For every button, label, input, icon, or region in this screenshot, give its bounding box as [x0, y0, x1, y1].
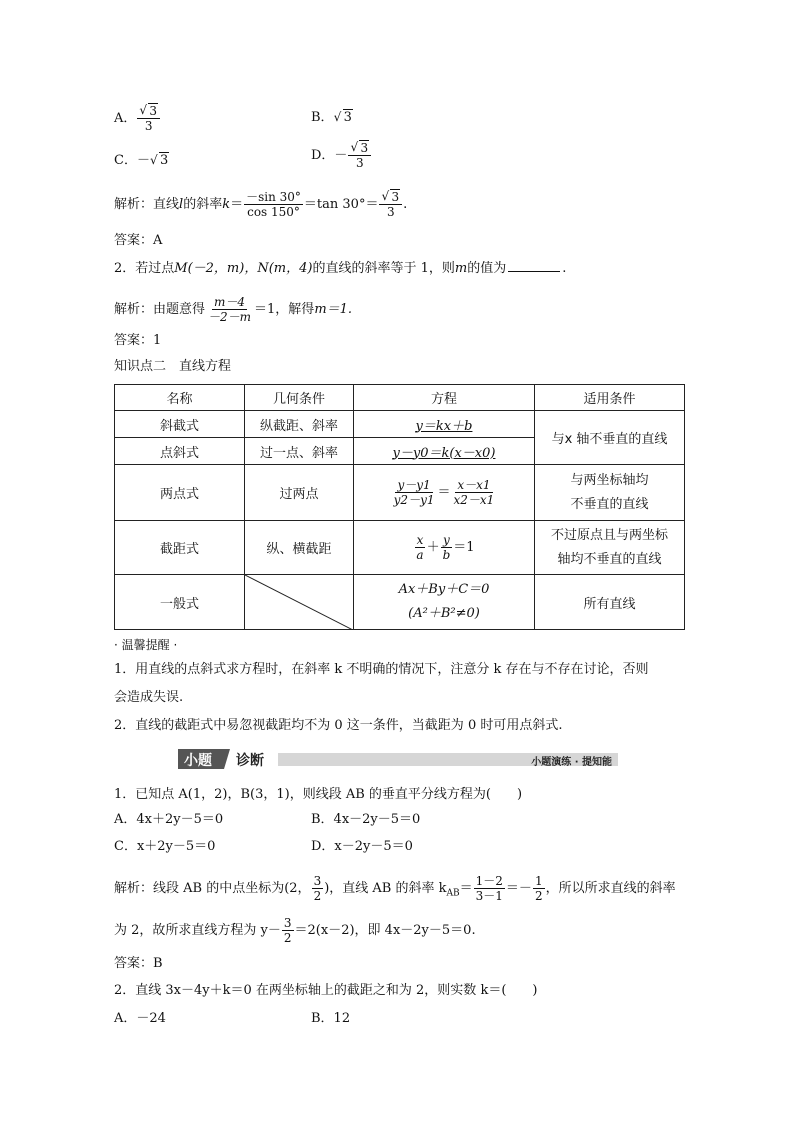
option-c: C．－√ 3 [114, 152, 169, 170]
p1-option-b: B．4x－2y－5＝0 [311, 812, 421, 827]
tip-1: 1．用直线的点斜式求方程时，在斜率 k 不明确的情况下，注意分 k 存在与不存在讨论，否则 [114, 662, 649, 677]
option-b: B．√ 3 [311, 109, 353, 127]
tip-2: 2．直线的截距式中易忽视截距均不为 0 这一条件，当截距为 0 时可用点斜式. [114, 718, 563, 733]
problem-2: 2．直线 3x－4y＋k＝0 在两坐标轴上的截距之和为 2，则实数 k＝( ) [114, 983, 538, 998]
empty-diagonal-cell [245, 575, 354, 630]
banner-mid: 诊断 [236, 753, 264, 769]
option-d: D．－ √ $\frac{3}{3}$ [311, 141, 372, 170]
header-condition: 几何条件 [245, 385, 354, 411]
problem-1: 1．已知点 A(1，2)，B(3，1)，则线段 AB 的垂直平分线方程为( ) [114, 787, 523, 802]
diagonal-line [245, 575, 353, 630]
answer-blank [508, 259, 560, 272]
table-row: 一般式 Ax＋By＋C＝0 (A²＋B²≠0) 所有直线 [115, 575, 685, 630]
table-row: 斜截式 纵截距、斜率 y＝kx＋b 与x 轴不垂直的直线 [115, 411, 685, 438]
banner-right: 小题演练 · 提知能 [531, 757, 612, 768]
p1-analysis-line2: 为 2，故所求直线方程为 y－ $\frac{3}{2}$ ＝2(x－2)，即 4x－2y－5＝0. [114, 916, 476, 945]
table-row: 两点式 过两点 $\frac{y-y1}{y2-y1}$ ＝ $\frac{x-x1}{x2-x1}$ 与两坐标轴均 不垂直的直线 [115, 465, 685, 521]
analysis-prev: 解析：直线l的斜率k＝ $\frac{-\sin 30^\circ}{\cos 150^\circ}$ ＝tan 30°＝ √ $\frac{3}{3}$ . [114, 190, 407, 219]
header-name: 名称 [115, 385, 245, 411]
p2-option-b: B．12 [311, 1011, 351, 1026]
answer-prev: 答案：A [114, 233, 163, 248]
p1-option-a: A．4x＋2y－5＝0 [114, 812, 224, 827]
section-title: 知识点二 直线方程 [114, 359, 232, 374]
p1-option-d: D．x－2y－5＝0 [311, 839, 413, 854]
analysis-2: 解析：由题意得 $\frac{m-4}{-2-m}$ ＝1，解得m＝1. [114, 295, 353, 324]
header-equation: 方程 [354, 385, 535, 411]
section-banner [178, 749, 618, 769]
table-row: 点斜式 过一点、斜率 y－y0＝k(x－x0) [115, 438, 685, 465]
header-scope: 适用条件 [535, 385, 685, 411]
table-row: 截距式 纵、横截距 $\frac{x}{a}$ ＋ $\frac{y}{b}$ ＝1 不过原点且与两坐标 轴均不垂直的直线 [115, 521, 685, 575]
option-a: A． √ $\frac{3}{3}$ [114, 104, 161, 133]
answer-2: 答案：1 [114, 333, 162, 348]
line-equation-table [114, 384, 685, 630]
p1-option-c: C．x＋2y－5＝0 [114, 839, 216, 854]
p2-option-a: A．－24 [114, 1011, 166, 1026]
banner-left: 小题 [184, 753, 212, 769]
question-2: 2．若过点M(－2，m)，N(m，4)的直线的斜率等于 1，则m的值为 . [114, 261, 567, 276]
p1-analysis-line1: 解析：线段 AB 的中点坐标为(2， $\frac{3}{2}$ )，直线 AB 的斜率 $k_{AB}=$ $\frac{1-2}{3-1}$ ＝－ $\frac{1}{2}$ ，所以所求直线的斜率 [114, 874, 676, 903]
p1-answer: 答案：B [114, 956, 163, 971]
tip-1-cont: 会造成失误. [114, 690, 184, 705]
tips-title: · 温馨提醒 · [114, 638, 178, 652]
